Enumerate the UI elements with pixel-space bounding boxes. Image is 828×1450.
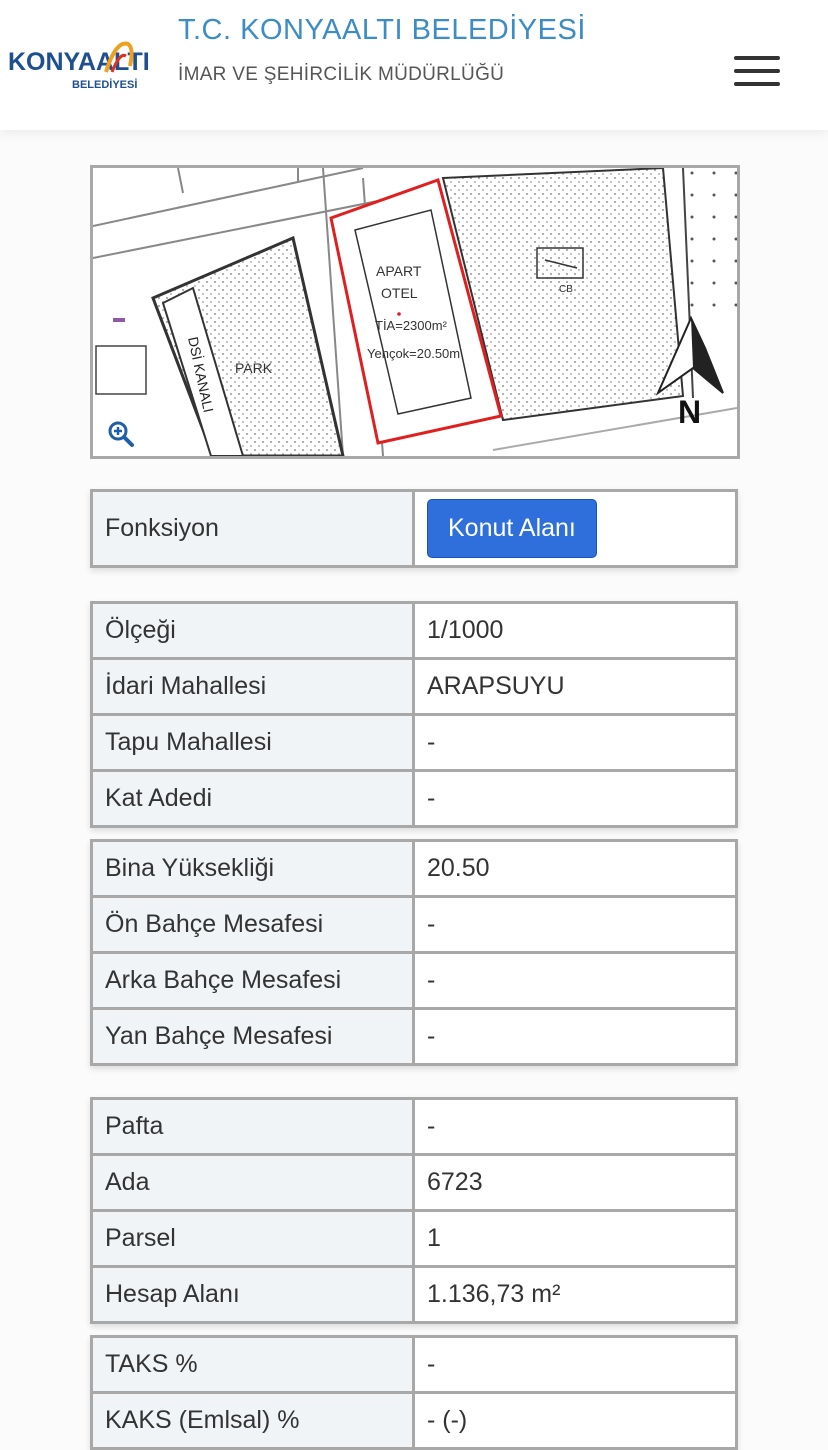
row-value: - <box>414 771 737 827</box>
map-label-apart: APART <box>376 263 422 279</box>
page-subtitle: İMAR VE ŞEHİRCİLİK MÜDÜRLÜĞÜ <box>178 64 505 85</box>
row-value: - <box>414 1009 737 1065</box>
row-label: KAKS (Emlsal) % <box>92 1393 414 1449</box>
row-label: Parsel <box>92 1211 414 1267</box>
row-value: 6723 <box>414 1155 737 1211</box>
row-label: Bina Yüksekliği <box>92 841 414 897</box>
table-row <box>92 953 737 1009</box>
row-value: - <box>414 897 737 953</box>
parcel-info-table <box>90 1097 738 1324</box>
row-label: Hesap Alanı <box>92 1267 414 1323</box>
row-label: TAKS % <box>92 1337 414 1393</box>
table-row <box>92 1155 737 1211</box>
konut-alani-button[interactable]: Konut Alanı <box>427 499 597 558</box>
table-row <box>92 1099 737 1155</box>
table-row <box>92 659 737 715</box>
table-row <box>92 841 737 897</box>
map-label-cb: CB <box>559 284 573 295</box>
map-label-otel: OTEL <box>381 285 418 301</box>
konyaalti-logo[interactable] <box>8 36 173 96</box>
building-info-table <box>90 839 738 1066</box>
row-value: - <box>414 953 737 1009</box>
page-header <box>0 0 828 130</box>
row-value: - <box>414 1099 737 1155</box>
table-row <box>92 1337 737 1393</box>
map-label-tia: TİA=2300m² <box>375 318 447 333</box>
logo-text-sub: BELEDİYESİ <box>72 79 138 91</box>
row-label: Ön Bahçe Mesafesi <box>92 897 414 953</box>
row-value: 1.136,73 m² <box>414 1267 737 1323</box>
fonksiyon-label: Fonksiyon <box>92 491 414 567</box>
row-label: Kat Adedi <box>92 771 414 827</box>
map-label-park: PARK <box>235 360 273 376</box>
row-value: - <box>414 1337 737 1393</box>
row-value: 1/1000 <box>414 603 737 659</box>
row-label: Ada <box>92 1155 414 1211</box>
fonksiyon-table <box>90 489 738 568</box>
page-title: T.C. KONYAALTI BELEDİYESİ <box>178 14 586 46</box>
row-label: Arka Bahçe Mesafesi <box>92 953 414 1009</box>
row-value: - (-) <box>414 1393 737 1449</box>
table-row <box>92 1211 737 1267</box>
scale-info-table <box>90 601 738 828</box>
row-label: Ölçeği <box>92 603 414 659</box>
zoom-in-icon[interactable] <box>95 410 147 458</box>
table-row <box>92 897 737 953</box>
row-value: - <box>414 715 737 771</box>
hamburger-menu-icon[interactable] <box>734 54 780 88</box>
table-row <box>92 1009 737 1065</box>
table-row <box>92 1393 737 1449</box>
row-label: Pafta <box>92 1099 414 1155</box>
logo-text-main: KONYAALTI <box>8 48 150 76</box>
row-label: Yan Bahçe Mesafesi <box>92 1009 414 1065</box>
ratio-info-table <box>90 1335 738 1450</box>
row-label: İdari Mahallesi <box>92 659 414 715</box>
table-row <box>92 603 737 659</box>
map-label-yencok: Yençok=20.50m <box>367 346 461 361</box>
table-row <box>92 491 737 567</box>
row-value: 1 <box>414 1211 737 1267</box>
table-row <box>92 715 737 771</box>
map-north-label: N <box>678 394 702 430</box>
zoning-map[interactable] <box>90 165 740 459</box>
table-row <box>92 771 737 827</box>
table-row <box>92 1267 737 1323</box>
row-label: Tapu Mahallesi <box>92 715 414 771</box>
map-label-dsi: DSİ KANALI <box>185 335 217 414</box>
row-value: ARAPSUYU <box>414 659 737 715</box>
row-value: 20.50 <box>414 841 737 897</box>
